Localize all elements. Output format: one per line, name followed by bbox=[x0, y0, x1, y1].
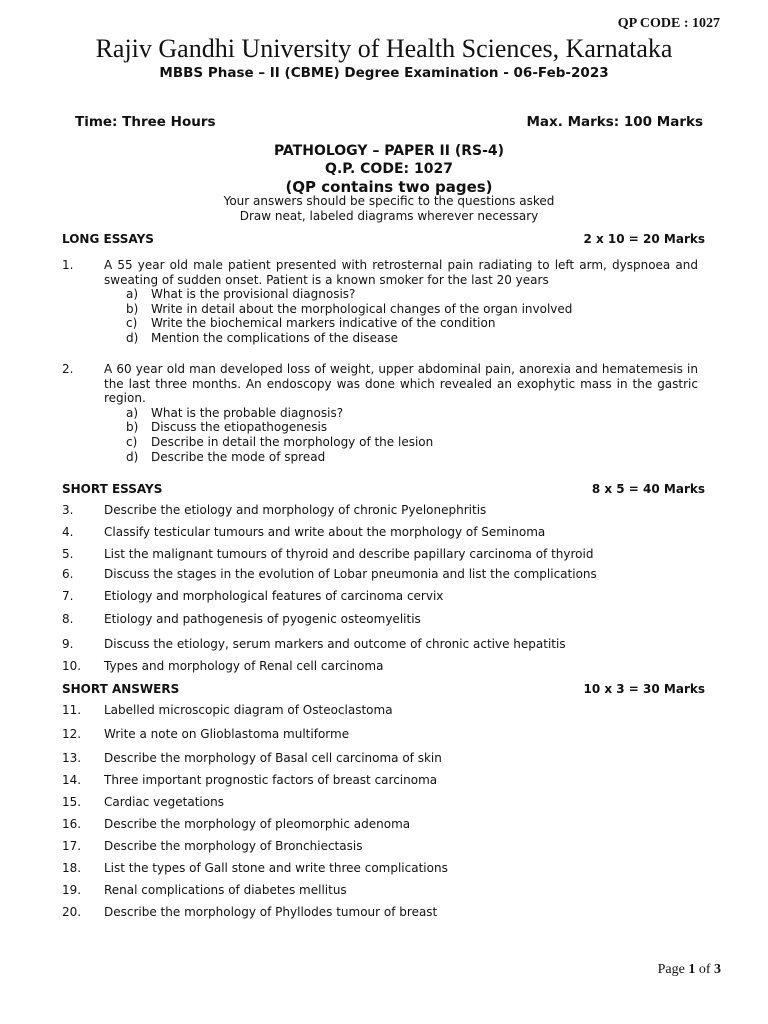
question-number: 7. bbox=[62, 589, 74, 603]
question-number: 16. bbox=[62, 817, 82, 831]
question-text: A 60 year old man developed loss of weight, upper abdominal pain, anorexia and hematemesis in the last three months. An endoscopy was done which revealed an exophytic mass in the gastric region. bbox=[104, 362, 698, 406]
question-1 bbox=[62, 258, 698, 346]
sub-question: c) Describe in detail the morphology of the lesion bbox=[126, 434, 434, 449]
section-title: LONG ESSAYS bbox=[62, 232, 154, 246]
pages-note: (QP contains two pages) bbox=[285, 178, 493, 196]
question-text: Classify testicular tumours and write about the morphology of Seminoma bbox=[104, 525, 546, 539]
section-short-answers bbox=[62, 682, 705, 696]
instruction-diagrams: Draw neat, labeled diagrams wherever necessary bbox=[239, 209, 539, 223]
question-15 bbox=[62, 795, 698, 810]
question-number: 14. bbox=[62, 773, 82, 787]
question-19 bbox=[62, 883, 698, 898]
question-8 bbox=[62, 612, 698, 627]
question-6 bbox=[62, 567, 698, 582]
question-5 bbox=[62, 547, 698, 562]
question-13 bbox=[62, 751, 698, 766]
question-number: 12. bbox=[62, 727, 82, 741]
question-text: Describe the morphology of pleomorphic adenoma bbox=[104, 817, 411, 831]
paper-block bbox=[0, 142, 768, 196]
question-text: Renal complications of diabetes mellitus bbox=[104, 883, 347, 897]
section-marks: 8 x 5 = 40 Marks bbox=[591, 482, 705, 496]
question-number: 11. bbox=[62, 703, 82, 717]
section-marks: 10 x 3 = 30 Marks bbox=[583, 682, 705, 696]
question-text: Etiology and pathogenesis of pyogenic osteomyelitis bbox=[104, 612, 421, 626]
section-marks: 2 x 10 = 20 Marks bbox=[583, 232, 705, 246]
question-12 bbox=[62, 727, 698, 742]
sub-question: c) Write the biochemical markers indicative of the condition bbox=[126, 316, 496, 331]
question-number: 4. bbox=[62, 525, 74, 539]
question-text: Labelled microscopic diagram of Osteoclastoma bbox=[104, 703, 393, 717]
question-number: 18. bbox=[62, 861, 82, 875]
question-text: Cardiac vegetations bbox=[104, 795, 224, 809]
question-text: Discuss the stages in the evolution of Lobar pneumonia and list the complications bbox=[104, 567, 597, 581]
question-number: 17. bbox=[62, 839, 82, 853]
question-text: Describe the morphology of Phyllodes tumour of breast bbox=[104, 905, 438, 919]
question-number: 20. bbox=[62, 905, 82, 919]
section-short-essays bbox=[62, 482, 705, 496]
question-16 bbox=[62, 817, 698, 832]
question-text: Discuss the etiology, serum markers and outcome of chronic active hepatitis bbox=[104, 637, 566, 651]
question-text: List the malignant tumours of thyroid and describe papillary carcinoma of thyroid bbox=[104, 547, 594, 561]
question-number: 9. bbox=[62, 637, 74, 651]
question-number: 5. bbox=[62, 547, 74, 561]
question-number: 1. bbox=[62, 258, 74, 272]
question-text: Describe the morphology of Bronchiectasis bbox=[104, 839, 363, 853]
question-number: 8. bbox=[62, 612, 74, 626]
section-title: SHORT ESSAYS bbox=[62, 482, 163, 496]
question-number: 2. bbox=[62, 362, 74, 376]
university-title: Rajiv Gandhi University of Health Sciences, Karnataka bbox=[95, 34, 673, 63]
sub-question: a) What is the probable diagnosis? bbox=[126, 405, 344, 420]
question-7 bbox=[62, 589, 698, 604]
instruction-specific: Your answers should be specific to the questions asked bbox=[223, 194, 555, 208]
question-text: Types and morphology of Renal cell carcinoma bbox=[104, 659, 384, 673]
question-number: 10. bbox=[62, 659, 82, 673]
question-3 bbox=[62, 503, 698, 518]
sub-question: d) Mention the complications of the disease bbox=[126, 330, 399, 345]
qp-code-top: QP CODE : 1027 bbox=[617, 16, 720, 31]
question-11 bbox=[62, 703, 698, 718]
question-9 bbox=[62, 637, 698, 652]
question-17 bbox=[62, 839, 698, 854]
question-number: 3. bbox=[62, 503, 74, 517]
paper-title: PATHOLOGY – PAPER II (RS-4) bbox=[273, 143, 505, 159]
qp-code: Q.P. CODE: 1027 bbox=[325, 161, 453, 177]
question-number: 13. bbox=[62, 751, 82, 765]
question-text: Three important prognostic factors of breast carcinoma bbox=[104, 773, 438, 787]
instructions bbox=[0, 194, 768, 224]
sub-questions bbox=[104, 287, 698, 345]
sub-question: d) Describe the mode of spread bbox=[126, 449, 326, 464]
question-number: 6. bbox=[62, 567, 74, 581]
page-number: Page 1 of 3 bbox=[657, 962, 721, 977]
max-marks: Max. Marks: 100 Marks bbox=[526, 114, 703, 130]
question-text: Write a note on Glioblastoma multiforme bbox=[104, 727, 350, 741]
section-long-essays bbox=[62, 232, 705, 246]
sub-question: a) What is the provisional diagnosis? bbox=[126, 287, 356, 302]
question-number: 15. bbox=[62, 795, 82, 809]
question-text: A 55 year old male patient presented with retrosternal pain radiating to left arm, dyspnoea and sweating of sudden onset. Patient is a known smoker for the last 20 years bbox=[104, 258, 698, 287]
exam-title: MBBS Phase – II (CBME) Degree Examination - 06-Feb-2023 bbox=[159, 65, 609, 81]
section-title: SHORT ANSWERS bbox=[62, 682, 180, 696]
sub-question: b) Write in detail about the morphological changes of the organ involved bbox=[126, 301, 573, 316]
question-number: 19. bbox=[62, 883, 82, 897]
question-10 bbox=[62, 659, 698, 674]
question-18 bbox=[62, 861, 698, 876]
question-text: Etiology and morphological features of carcinoma cervix bbox=[104, 589, 444, 603]
exam-time: Time: Three Hours bbox=[75, 114, 216, 130]
question-20 bbox=[62, 905, 698, 920]
question-14 bbox=[62, 773, 698, 788]
question-4 bbox=[62, 525, 698, 540]
question-text: Describe the morphology of Basal cell carcinoma of skin bbox=[104, 751, 442, 765]
question-text: Describe the etiology and morphology of chronic Pyelonephritis bbox=[104, 503, 487, 517]
sub-question: b) Discuss the etiopathogenesis bbox=[126, 420, 328, 435]
sub-questions bbox=[104, 406, 698, 464]
question-2 bbox=[62, 362, 698, 464]
question-text: List the types of Gall stone and write three complications bbox=[104, 861, 448, 875]
